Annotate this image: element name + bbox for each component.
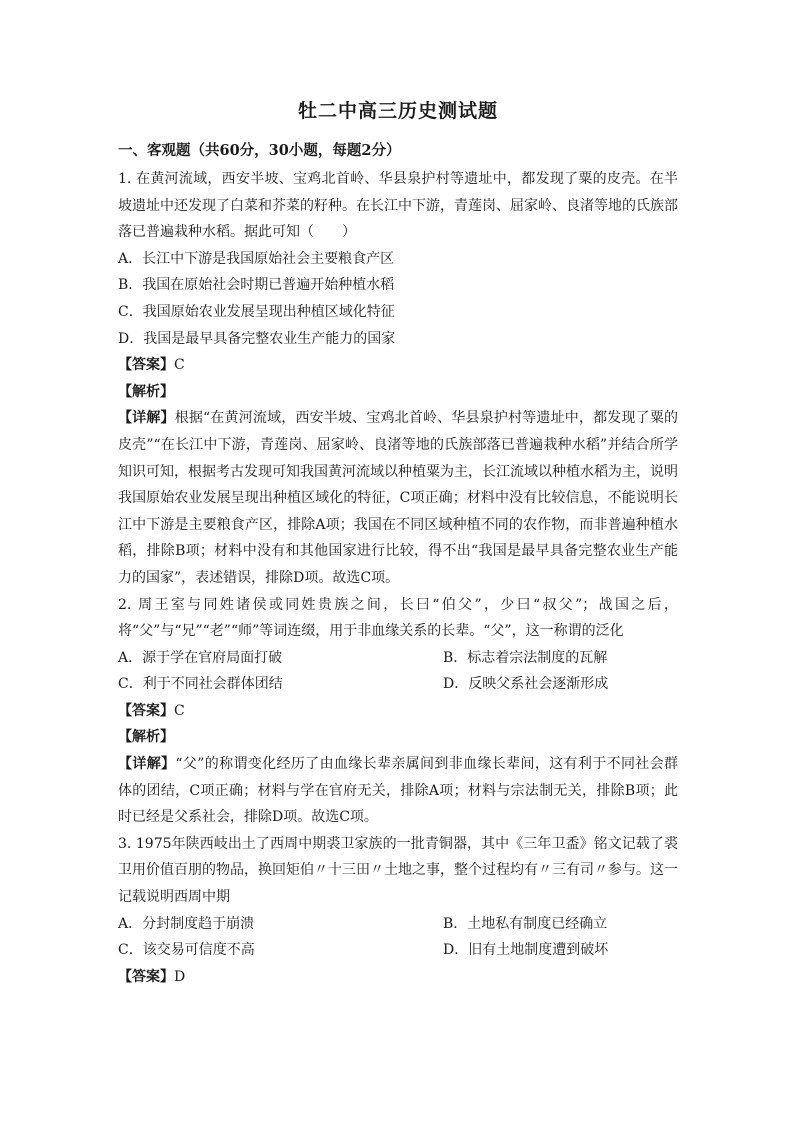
option-c: C．利于不同社会群体团结	[118, 676, 283, 693]
options-grid	[118, 911, 678, 964]
option-c: C．该交易可信度不高	[118, 942, 255, 959]
question-3	[118, 831, 678, 991]
document-page	[118, 96, 678, 990]
question-2	[118, 592, 678, 831]
option-a: A．分封制度趋于崩溃	[118, 915, 255, 932]
detail-body: 根据“在黄河流域，西安半坡、宝鸡北首岭、华县泉护村等遗址中，都发现了粟的皮壳”“在长江中下游，青莲岗、屈家岭、良渚等地的氏族部落已普遍栽种水稻”并结合所学知识可知，根据考古发现可知我国黄河流域以种植粟为主，长江流域以种植水稻为主，说明我国原始农业发展呈现出种植区域化的特征，C项正确；材料中没有比较信息，不能说明长江中下游是主要粮食产区，排除A项；我国在不同区域种植不同的农作物，而非普遍种植水稻，排除B项；材料中没有和其他国家进行比较，得不出“我国是最早具备完整农业生产能力的国家”，表述错误，排除D项。故选C项。	[118, 410, 679, 586]
option-b: B．土地私有制度已经确立	[443, 915, 608, 932]
analysis-label: 【解析】	[118, 383, 174, 400]
options-grid	[118, 645, 678, 698]
page-title: 牡二中高三历史测试题	[297, 100, 498, 122]
option-c: C．我国原始农业发展呈现出种植区域化特征	[118, 303, 395, 320]
question-1	[118, 166, 678, 592]
answer-label: 【答案】	[118, 357, 174, 374]
question-stem: 3. 1975年陕西岐出土了西周中期裘卫家族的一批青铜器，其中《三年卫盉》铭文记载了裘卫用价值百朋的物品，换回矩伯〃十三田〃土地之事，整个过程均有〃三有司〃参与。这一记载说明西周中期	[118, 835, 678, 906]
question-stem: 1. 在黄河流域，西安半坡、宝鸡北首岭、华县泉护村等遗址中，都发现了粟的皮壳。在半坡遗址中还发现了白菜和芥菜的籽种。在长江中下游，青莲岗、屈家岭、良渚等地的氏族部落已普遍栽种水稻。据此可知（ ）	[118, 171, 678, 241]
option-b: B．我国在原始社会时期已普遍开始种植水稻	[118, 277, 395, 294]
answer-line	[118, 352, 678, 379]
option-d: D．反映父系社会逐渐形成	[443, 676, 609, 693]
question-stem: 2. 周王室与同姓诸侯或同姓贵族之间，长曰“伯父”，少曰“叔父”；战国之后，将“父”与“兄”“老”“师”等词连缀，用于非血缘关系的长辈。“父”，这一称谓的泛化	[118, 596, 678, 640]
analysis-label: 【解析】	[118, 729, 174, 746]
option-d: D．我国是最早具备完整农业生产能力的国家	[118, 330, 396, 347]
option-a: A．源于学在官府局面打破	[118, 649, 283, 666]
option-d: D．旧有土地制度遭到破坏	[443, 942, 609, 959]
detail-text	[118, 405, 678, 591]
answer-line	[118, 964, 678, 991]
option-b: B．标志着宗法制度的瓦解	[443, 649, 608, 666]
answer-label: 【答案】	[118, 968, 174, 985]
answer-value: C	[174, 702, 185, 719]
section-heading: 一、客观题（共60分，30小题，每题2分）	[118, 142, 401, 159]
answer-line	[118, 698, 678, 725]
answer-value: D	[174, 968, 186, 985]
detail-label: 【详解】	[118, 410, 175, 427]
detail-label: 【详解】	[118, 756, 176, 773]
answer-value: C	[174, 357, 185, 374]
option-a: A．长江中下游是我国原始社会主要粮食产区	[118, 250, 395, 267]
detail-body: “父”的称谓变化经历了由血缘长辈亲属间到非血缘长辈间，这有利于不同社会群体的团结，C项正确；材料与学在官府无关，排除A项；材料与宗法制无关，排除B项；此时已经是父系社会，排除D项。故选C项。	[118, 756, 679, 826]
answer-label: 【答案】	[118, 702, 174, 719]
detail-text	[118, 751, 678, 831]
